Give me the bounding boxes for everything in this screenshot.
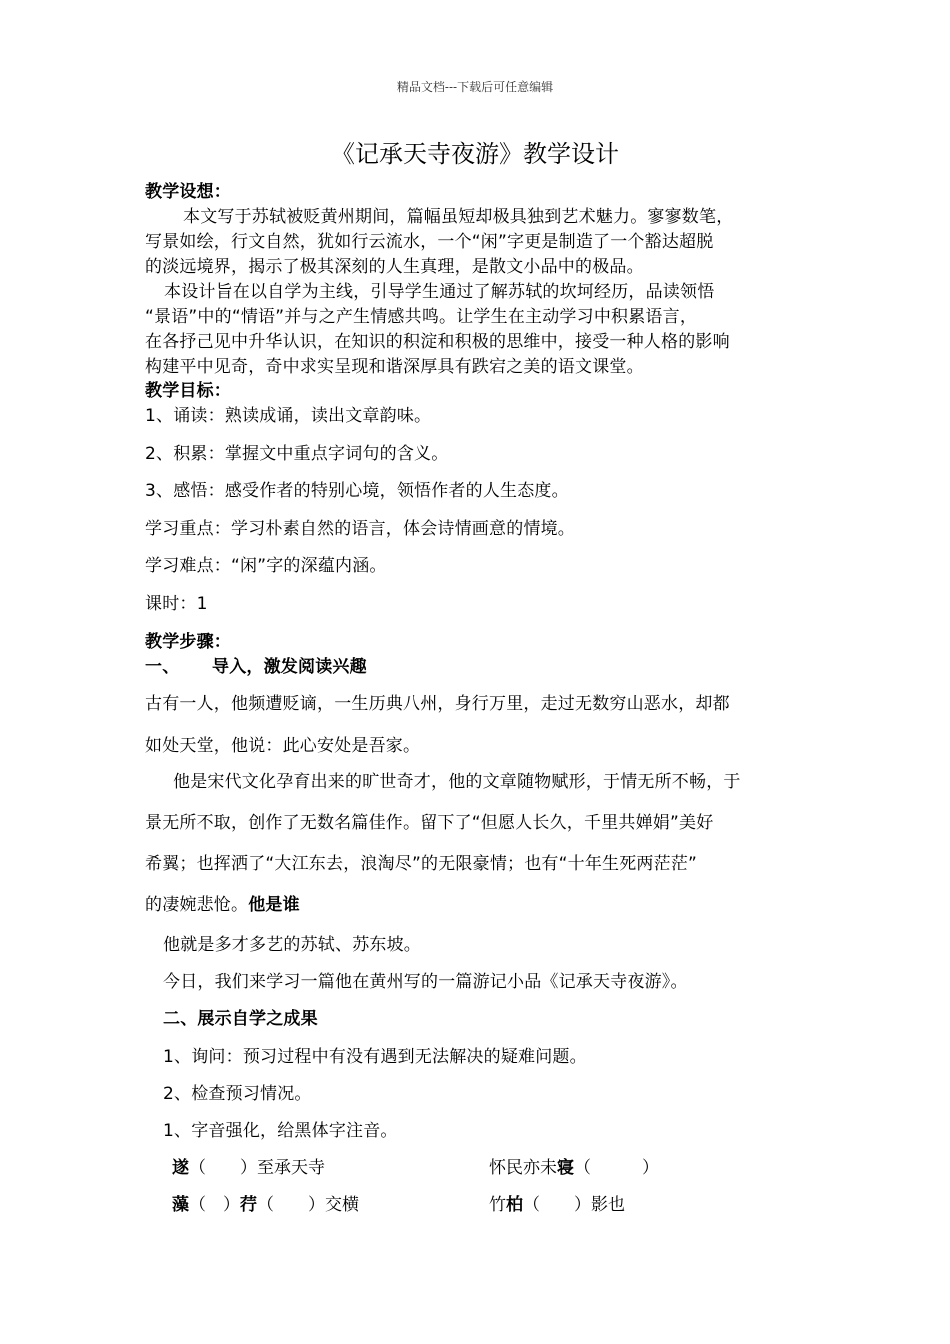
key-point: 学习重点：学习朴素自然的语言，体会诗情画意的情境。 <box>145 519 575 539</box>
section-heading-idea: 教学设想： <box>145 182 231 202</box>
step2-item: 1、询问：预习过程中有没有遇到无法解决的疑难问题。 <box>163 1047 587 1067</box>
drill-text: 竹 <box>489 1195 506 1215</box>
step1-title: 导入，激发阅读兴趣 <box>212 657 367 677</box>
idea-p2-line-1: 本设计旨在以自学为主线，引导学生通过了解苏轼的坎坷经历，品读领悟 <box>164 282 715 302</box>
goal-item: 3、感悟：感受作者的特别心境，领悟作者的人生态度。 <box>145 481 569 501</box>
section-heading-steps: 教学步骤： <box>145 632 231 652</box>
drill-text: （ ）至承天寺 <box>189 1158 325 1178</box>
intro-question: 他是谁 <box>248 895 300 915</box>
idea-p1-line-1: 本文写于苏轼被贬黄州期间，篇幅虽短却极具独到艺术魅力。寥寥数笔， <box>183 207 734 227</box>
drill-text: 怀民亦未 <box>489 1158 557 1178</box>
drill-item-bai <box>489 1190 625 1215</box>
intro-answer: 他就是多才多艺的苏轼、苏东坡。 <box>163 935 421 955</box>
goal-item: 2、积累：掌握文中重点字词句的含义。 <box>145 444 449 464</box>
intro-p2-line-2: 景无所不取，创作了无数名篇佳作。留下了“但愿人长久，千里共婵娟”美好 <box>145 813 714 833</box>
intro-today: 今日，我们来学习一篇他在黄州写的一篇游记小品《记承天寺夜游》。 <box>163 972 688 992</box>
drill-bold-char: 藻 <box>172 1195 189 1215</box>
class-hours: 课时：1 <box>145 594 208 614</box>
drill-text: （ ） <box>189 1195 240 1215</box>
step1-number: 一、 <box>145 657 180 677</box>
idea-p2-line-2: “景语”中的“情语”并与之产生情感共鸣。让学生在主动学习中积累语言， <box>145 307 698 327</box>
drill-item-zao-xing <box>172 1190 359 1215</box>
step2-item: 2、检查预习情况。 <box>163 1084 312 1104</box>
intro-p2-line-1: 他是宋代文化孕育出来的旷世奇才，他的文章随物赋形，于情无所不畅，于 <box>173 772 741 792</box>
idea-p2-line-3: 在各抒己见中升华认识，在知识的积淀和积极的思维中，接受一种人格的影响 <box>145 332 730 352</box>
idea-p1-line-2: 写景如绘，行文自然，犹如行云流水，一个“闲”字更是制造了一个豁达超脱 <box>145 232 714 252</box>
drill-text: （ ）交横 <box>257 1195 359 1215</box>
drill-item-sui <box>172 1153 325 1178</box>
drill-bold-char: 遂 <box>172 1158 189 1178</box>
drill-bold-char: 寝 <box>557 1158 574 1178</box>
intro-p2-line-4 <box>145 890 300 915</box>
drill-text: （ ）影也 <box>523 1195 625 1215</box>
intro-p1-line-2: 如处天堂，他说：此心安处是吾家。 <box>145 736 421 756</box>
drill-text: （ ） <box>574 1158 659 1178</box>
section-heading-goals: 教学目标： <box>145 381 231 401</box>
drill-bold-char: 荇 <box>240 1195 257 1215</box>
drill-item-qin <box>489 1153 659 1178</box>
idea-p2-line-4: 构建平中见奇，奇中求实呈现和谐深厚具有跌宕之美的语文课堂。 <box>145 357 644 377</box>
idea-p1-line-3: 的淡远境界，揭示了极其深刻的人生真理，是散文小品中的极品。 <box>145 257 644 277</box>
step2-title: 二、展示自学之成果 <box>163 1009 318 1029</box>
document-title: 《记承天寺夜游》教学设计 <box>331 140 619 168</box>
step2-item: 1、字音强化，给黑体字注音。 <box>163 1121 398 1141</box>
drill-bold-char: 柏 <box>506 1195 523 1215</box>
intro-p2-last-text: 的凄婉悲怆。 <box>145 895 249 915</box>
intro-p1-line-1: 古有一人，他频遭贬谪，一生历典八州，身行万里，走过无数穷山恶水，却都 <box>145 694 730 714</box>
goal-item: 1、诵读：熟读成诵，读出文章韵味。 <box>145 406 432 426</box>
intro-p2-line-3: 希翼；也挥洒了“大江东去，浪淘尽”的无限豪情；也有“十年生死两茫茫” <box>145 854 698 874</box>
difficulty-point: 学习难点：“闲”字的深蕴内涵。 <box>145 556 387 576</box>
page-header-watermark: 精品文档---下载后可任意编辑 <box>396 80 554 94</box>
